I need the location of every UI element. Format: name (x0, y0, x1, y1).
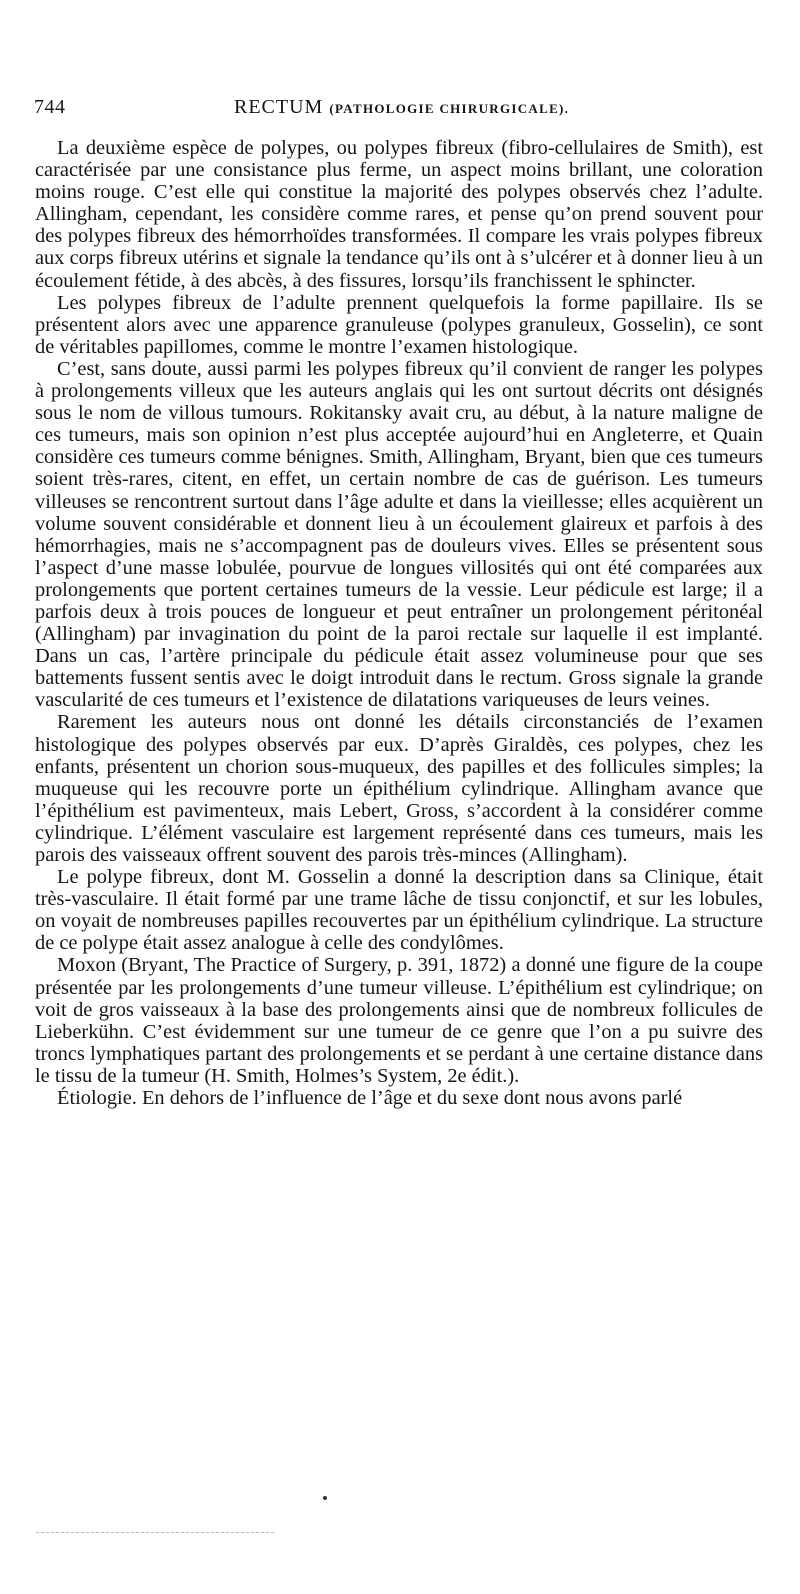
print-mark-dot (323, 1496, 327, 1500)
page-number: 744 (34, 96, 66, 118)
running-head-main: RECTUM (234, 96, 324, 118)
paragraph-6: Moxon (Bryant, The Practice of Surgery, p. 391, 1872) a donné une figure de la coupe présentée par les prolongements d’une tumeur villeuse. L’épithélium est cylindrique; on voit de gros vaisseaux à la base des prolongements ainsi que de nombreux follicules de Lieberkühn. C’est évidemment sur une tumeur de ce genre que l’on a pu suivre des troncs lymphatiques partant des prolongements et se perdant à une certaine distance dans le tissu de la tumeur (H. Smith, Holmes’s System, 2e édit.). (35, 954, 763, 1087)
paragraph-2: Les polypes fibreux de l’adulte prennent quelquefois la forme papillaire. Ils se présentent alors avec une apparence granuleuse (polypes granuleux, Gosselin), ce sont de véritables papillomes, comme le montre l’examen histologique. (35, 291, 763, 358)
paragraph-7: Étiologie. En dehors de l’influence de l’âge et du sexe dont nous avons parlé (57, 1087, 683, 1110)
paragraph-3: C’est, sans doute, aussi parmi les polypes fibreux qu’il convient de ranger les polypes à prolongements villeux que les auteurs anglais qui les ont surtout décrits ont désignés sous le nom de villous tumours. Rokitansky avait cru, au début, à la nature maligne de ces tumeurs, mais son opinion n’est plus acceptée aujourd’hui en Angleterre, et Quain considère ces tumeurs comme bénignes. Smith, Allingham, Bryant, bien que ces tumeurs soient très-rares, citent, en effet, un certain nombre de cas de guérison. Les tumeurs villeuses se rencontrent surtout dans l’âge adulte et dans la vieillesse; elles acquièrent un volume souvent considérable et donnent lieu à un écoulement glaireux et parfois à des hémorrhagies, mais ne s’accompagnent pas de douleurs vives. Elles se présentent sous l’aspect d’une masse lobulée, pourvue de longues villosités qui ont été comparées aux prolongements que portent certaines tumeurs de la vessie. Leur pédicule est large; il a parfois deux à trois pouces de longueur et peut entraîner un prolongement péritonéal (Allingham) par invagination du point de la paroi rectale sur laquelle il est implanté. Dans un cas, l’artère principale du pédicule était assez volumineuse pour que ses battements fussent sentis avec le doigt introduit dans le rectum. Gross signale la grande vascularité de ces tumeurs et l’existence de dilatations variqueuses de leurs veines. (35, 357, 763, 712)
paragraph-4: Rarement les auteurs nous ont donné les détails circonstanciés de l’examen histologique des polypes observés par eux. D’après Giraldès, ces polypes, chez les enfants, présentent un chorion sous-muqueux, des papilles et des follicules simples; la muqueuse qui les recouvre porte un épithélium cylindrique. Allingham avance que l’épithélium est pavimenteux, mais Lebert, Gross, s’accordent à la considérer comme cylindrique. L’élément vasculaire est largement représenté dans ces tumeurs, mais les parois des vaisseaux offrent souvent des parois très-minces (Allingham). (35, 711, 763, 866)
running-head-subtitle: (PATHOLOGIE CHIRURGICALE). (329, 101, 570, 116)
article-body (35, 137, 763, 1109)
paragraph-1: La deuxième espèce de polypes, ou polypes fibreux (fibro-cellulaires de Smith), est caractérisée par une consistance plus ferme, un aspect moins brillant, une coloration moins rouge. C’est elle qui constitue la majorité des polypes observés chez l’adulte. Allingham, cependant, les considère comme rares, et pense qu’on prend souvent pour des polypes fibreux des hémorrhoïdes transformées. Il compare les vrais polypes fibreux aux corps fibreux utérins et signale la tendance qu’ils ont à s’ulcérer et à donner lieu à un écoulement fétide, à des abcès, à des fissures, lorsqu’ils franchissent le sphincter. (35, 137, 763, 292)
running-head (234, 96, 569, 119)
page-header (34, 96, 764, 130)
footer-print-rule (36, 1532, 274, 1533)
paragraph-5: Le polype fibreux, dont M. Gosselin a donné la description dans sa Clinique, était très-vasculaire. Il était formé par une trame lâche de tissu conjonctif, et sur les lobules, on voyait de nombreuses papilles recouvertes par un épithélium cylindrique. La structure de ce polype était assez analogue à celle des condylômes. (35, 866, 763, 955)
